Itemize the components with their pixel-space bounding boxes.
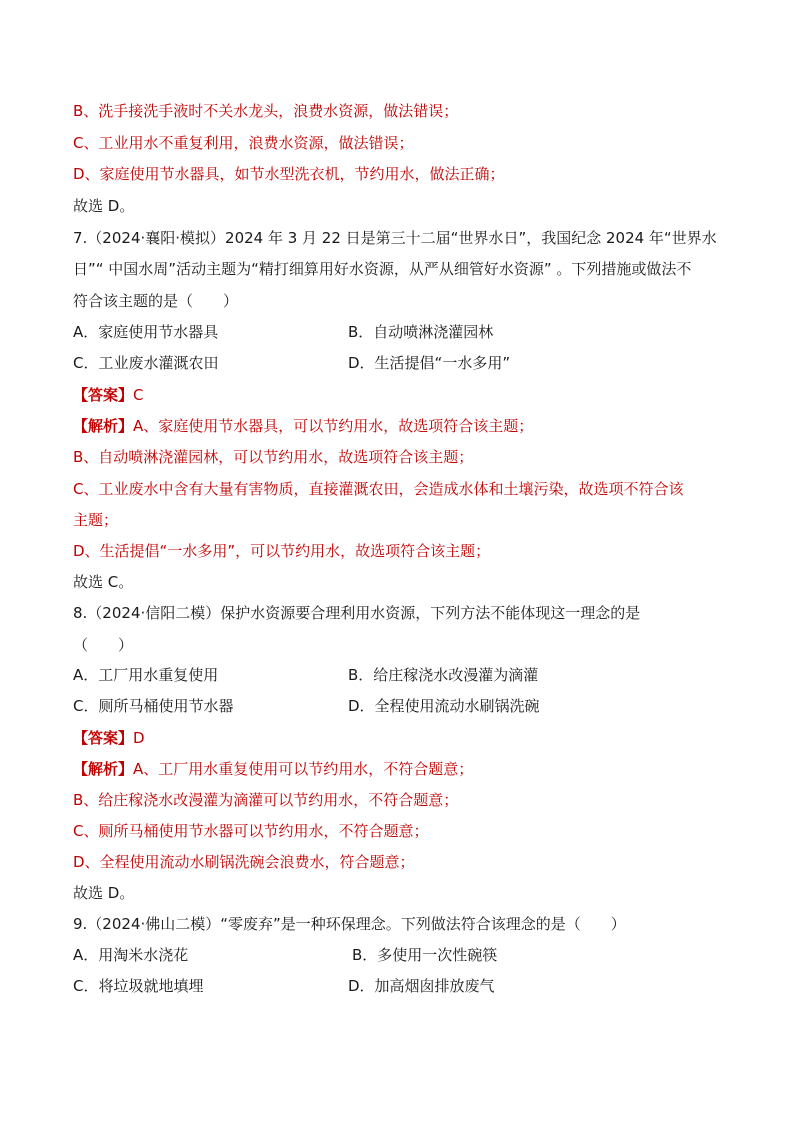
q7-analysis-d: D、生活提倡“一水多用”，可以节约用水，故选项符合该主题； (73, 542, 491, 560)
q7-option-b: B．自动喷淋浇灌园林 (348, 323, 494, 341)
q7-option-a: A．家庭使用节水器具 (73, 323, 219, 341)
q8-analysis-c: C、厕所马桶使用节水器可以节约用水，不符合题意； (73, 822, 429, 840)
q9-option-c: C．将垃圾就地填埋 (73, 977, 204, 995)
answer-tag: 【答案】 (73, 729, 134, 747)
q8-options-row-1 (73, 664, 733, 686)
q8-option-c: C．厕所马桶使用节水器 (73, 697, 234, 715)
q6-explain-d: D、家庭使用节水器具，如节水型洗衣机，节约用水，做法正确； (73, 165, 505, 183)
analysis-text: A、工厂用水重复使用可以节约用水，不符合题意； (133, 760, 474, 778)
q8-analysis-a (73, 758, 733, 780)
q8-option-d: D．全程使用流动水刷锅洗碗 (348, 697, 540, 715)
q9-option-a: A．用淘米水浇花 (73, 946, 189, 964)
q8-option-b: B．给庄稼浇水改漫灌为滴灌 (348, 666, 539, 684)
q9-options-row-1 (73, 944, 733, 966)
q7-analysis-c-line-1: C、工业废水中含有大量有害物质，直接灌溉农田，会造成水体和土壤污染，故选项不符合该 (73, 480, 684, 498)
q7-options-row-2 (73, 352, 733, 374)
q8-stem-line-1: 8.（2024·信阳二模）保护水资源要合理利用水资源，下列方法不能体现这一理念的是 (73, 604, 641, 622)
analysis-tag: 【解析】 (73, 417, 134, 435)
q8-conclusion: 故选 D。 (73, 884, 135, 902)
q9-option-d: D．加高烟囱排放废气 (348, 977, 495, 995)
q7-conclusion: 故选 C。 (73, 573, 134, 591)
q8-options-row-2 (73, 695, 733, 717)
q7-option-d: D．生活提倡“一水多用” (348, 354, 511, 372)
q7-stem-line-3: 符合该主题的是（ ） (73, 292, 239, 310)
analysis-text: A、家庭使用节水器具，可以节约用水，故选项符合该主题； (133, 417, 534, 435)
q7-options-row-1 (73, 321, 733, 343)
answer-tag: 【答案】 (73, 386, 134, 404)
q7-option-c: C．工业废水灌溉农田 (73, 354, 219, 372)
q8-stem-line-2: （ ） (73, 636, 134, 654)
answer-value: D (133, 729, 145, 747)
q7-answer (73, 384, 733, 406)
q9-stem-line-1: 9.（2024·佛山二模）“零废弃”是一种环保理念。下列做法符合该理念的是（ ） (73, 915, 626, 933)
q6-conclusion: 故选 D。 (73, 197, 135, 215)
q8-analysis-b: B、给庄稼浇水改漫灌为滴灌可以节约用水，不符合题意； (73, 791, 459, 809)
q8-analysis-d: D、全程使用流动水刷锅洗碗会浪费水，符合题意； (73, 853, 415, 871)
answer-value: C (133, 386, 144, 404)
analysis-tag: 【解析】 (73, 760, 134, 778)
q8-option-a: A．工厂用水重复使用 (73, 666, 219, 684)
q7-stem-line-2: 日”“ 中国水周”活动主题为“精打细算用好水资源，从严从细管好水资源” 。下列措施或做法不 (73, 260, 692, 278)
q7-analysis-c-line-2: 主题； (73, 511, 119, 529)
q8-answer (73, 727, 733, 749)
q7-stem-line-1: 7.（2024·襄阳·模拟）2024 年 3 月 22 日是第三十二届“世界水日”，我国纪念 2024 年“世界水 (73, 229, 717, 247)
q7-analysis-b: B、自动喷淋浇灌园林，可以节约用水，故选项符合该主题； (73, 448, 474, 466)
q6-explain-b: B、洗手接洗手液时不关水龙头，浪费水资源，做法错误； (73, 102, 459, 120)
q9-options-row-2 (73, 975, 733, 997)
q6-explain-c: C、工业用水不重复利用，浪费水资源，做法错误； (73, 134, 414, 152)
q7-analysis-a (73, 415, 733, 437)
q9-option-b: B．多使用一次性碗筷 (352, 946, 498, 964)
